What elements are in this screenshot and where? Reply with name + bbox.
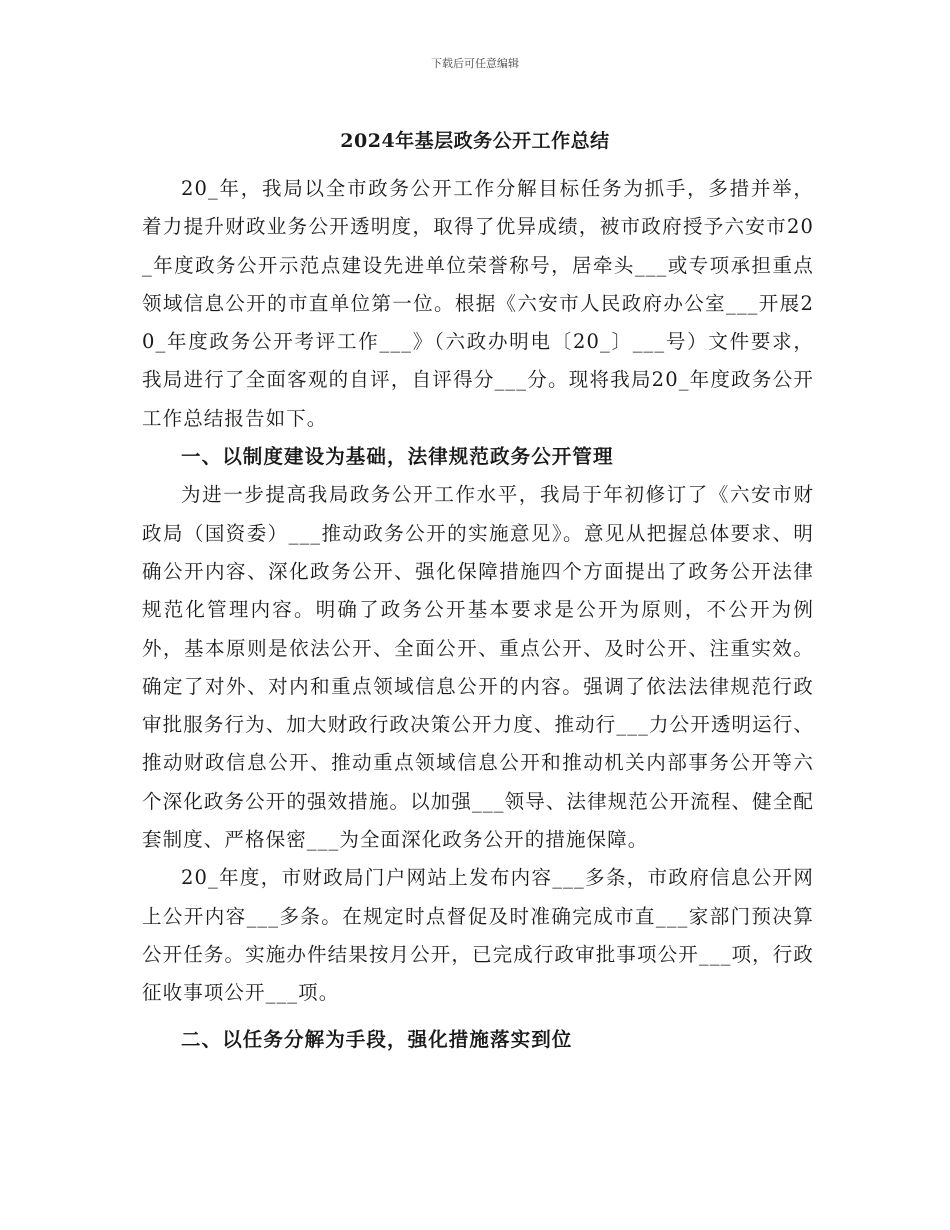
paragraph-section-1-stats: 20_年度，市财政局门户网站上发布内容___多条，市政府信息公开网上公开内容___多条。在规定时点督促及时准确完成市直___家部门预决算公开任务。实施办件结果按月公开，已完成行政审批事项公开___项，行政征收事项公开___项。 — [142, 866, 814, 1005]
section-heading-2: 二、以任务分解为手段，强化措施落实到位 — [181, 1027, 573, 1051]
paragraph-section-1: 为进一步提高我局政务公开工作水平，我局于年初修订了《六安市财政局（国资委）___推动政务公开的实施意见》。意见从把握总体要求、明确公开内容、深化政务公开、强化保障措施四个方面提出了政务公开法律规范化管理内容。明确了政务公开基本要求是公开为原则，不公开为例外，基本原则是依法公开、全面公开、重点公开、及时公开、注重实效。确定了对外、对内和重点领域信息公开的内容。强调了依法法律规范行政审批服务行为、加大财政行政决策公开力度、推动行___力公开透明运行、推动财政信息公开、推动重点领域信息公开和推动机关内部事务公开等六个深化政务公开的强效措施。以加强___领导、法律规范公开流程、健全配套制度、严格保密___为全面深化政务公开的措施保障。 — [142, 483, 814, 852]
document-body — [142, 170, 814, 1059]
header-note: 下载后可任意编辑 — [431, 57, 519, 70]
document-title: 2024年基层政务公开工作总结 — [340, 130, 610, 152]
paragraph-intro: 20_年，我局以全市政务公开工作分解目标任务为抓手，多措并举，着力提升财政业务公开透明度，取得了优异成绩，被市政府授予六安市20_年度政务公开示范点建设先进单位荣誉称号，居牵头___或专项承担重点领域信息公开的市直单位第一位。根据《六安市人民政府办公室___开展20_年度政务公开考评工作___》（六政办明电〔20_〕___号）文件要求，我局进行了全面客观的自评，自评得分___分。现将我局20_年度政务公开工作总结报告如下。 — [142, 177, 814, 430]
section-heading-1: 一、以制度建设为基础，法律规范政务公开管理 — [181, 445, 614, 469]
